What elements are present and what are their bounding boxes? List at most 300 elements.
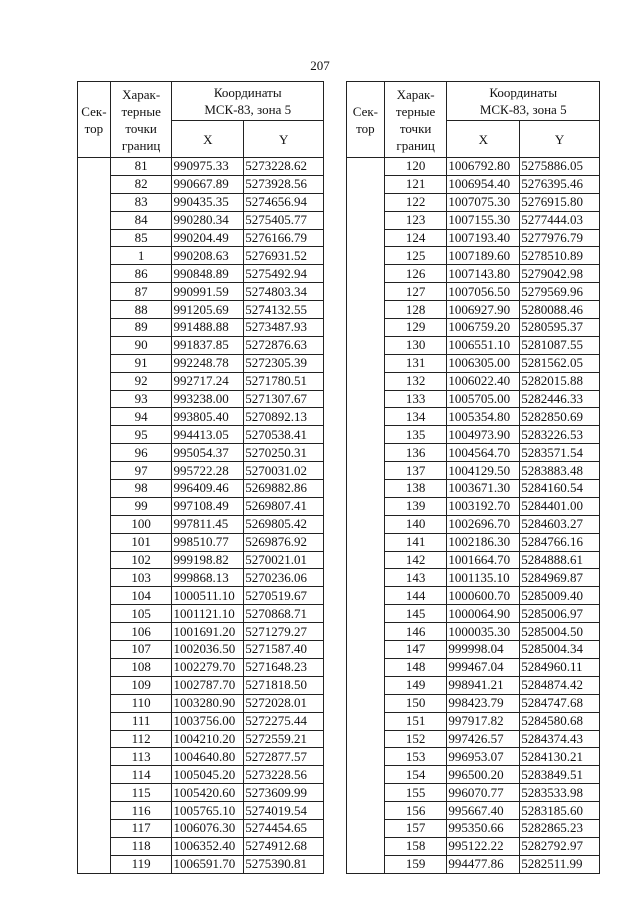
x-cell: 999198.82 [172,551,244,569]
x-cell: 1004210.20 [172,730,244,748]
x-cell: 1001135.10 [447,569,520,587]
header-coordinates: Координаты МСК-83, зона 5 [172,82,324,121]
table-row [78,444,324,462]
x-cell: 1001691.20 [172,623,244,641]
y-cell: 5280088.46 [520,301,600,319]
sector-cell [347,658,385,676]
table-row [347,301,600,319]
y-cell: 5281562.05 [520,354,600,372]
sector-cell [347,426,385,444]
y-cell: 5275390.81 [244,855,324,873]
point-cell: 91 [110,354,172,372]
y-cell: 5274454.65 [244,819,324,837]
y-cell: 5285009.40 [520,587,600,605]
x-cell: 996953.07 [447,748,520,766]
point-cell: 118 [110,837,172,855]
sector-cell [347,175,385,193]
y-cell: 5275405.77 [244,211,324,229]
y-cell: 5271587.40 [244,641,324,659]
x-cell: 1003192.70 [447,497,520,515]
x-cell: 1004564.70 [447,444,520,462]
x-cell: 1000035.30 [447,623,520,641]
header-sector: Сек- тор [78,82,111,158]
point-cell: 97 [110,462,172,480]
table-row [347,336,600,354]
y-cell: 5271780.51 [244,372,324,390]
sector-cell [347,390,385,408]
y-cell: 5284874.42 [520,676,600,694]
x-cell: 1005420.60 [172,784,244,802]
y-cell: 5269882.86 [244,480,324,498]
point-cell: 144 [384,587,447,605]
point-cell: 100 [110,515,172,533]
y-cell: 5285006.97 [520,605,600,623]
table-row [347,444,600,462]
point-cell: 93 [110,390,172,408]
sector-cell [347,301,385,319]
y-cell: 5273609.99 [244,784,324,802]
point-cell: 157 [384,819,447,837]
sector-cell [347,444,385,462]
point-cell: 88 [110,301,172,319]
x-cell: 992248.78 [172,354,244,372]
x-cell: 997811.45 [172,515,244,533]
sector-cell [347,569,385,587]
x-cell: 990208.63 [172,247,244,265]
sector-cell [78,408,111,426]
x-cell: 990991.59 [172,283,244,301]
x-cell: 1005354.80 [447,408,520,426]
table-row [347,802,600,820]
header-y: Y [244,121,324,158]
sector-cell [347,480,385,498]
sector-cell [78,193,111,211]
x-cell: 1006759.20 [447,319,520,337]
x-cell: 996500.20 [447,766,520,784]
table-body-left [78,158,324,874]
point-cell: 120 [384,158,447,176]
point-cell: 113 [110,748,172,766]
x-cell: 1000600.70 [447,587,520,605]
y-cell: 5273228.56 [244,766,324,784]
x-cell: 1005765.10 [172,802,244,820]
point-cell: 103 [110,569,172,587]
y-cell: 5271648.23 [244,658,324,676]
sector-cell [78,480,111,498]
y-cell: 5282792.97 [520,837,600,855]
x-cell: 998941.21 [447,676,520,694]
x-cell: 1007075.30 [447,193,520,211]
table-row [78,480,324,498]
sector-cell [347,641,385,659]
table-row [78,497,324,515]
sector-cell [78,247,111,265]
table-row [347,694,600,712]
x-cell: 1006551.10 [447,336,520,354]
table-row [78,587,324,605]
x-cell: 1003280.90 [172,694,244,712]
point-cell: 131 [384,354,447,372]
sector-cell [78,551,111,569]
x-cell: 1002279.70 [172,658,244,676]
point-cell: 119 [110,855,172,873]
point-cell: 128 [384,301,447,319]
point-cell: 85 [110,229,172,247]
x-cell: 990204.49 [172,229,244,247]
table-row [78,426,324,444]
x-cell: 1001664.70 [447,551,520,569]
x-cell: 1002696.70 [447,515,520,533]
point-cell: 136 [384,444,447,462]
point-cell: 82 [110,175,172,193]
sector-cell [347,694,385,712]
table-row [347,748,600,766]
point-cell: 95 [110,426,172,444]
y-cell: 5272275.44 [244,712,324,730]
y-cell: 5281087.55 [520,336,600,354]
table-row [347,641,600,659]
y-cell: 5270021.01 [244,551,324,569]
x-cell: 1000064.90 [447,605,520,623]
x-cell: 990280.34 [172,211,244,229]
table-row [78,390,324,408]
point-cell: 124 [384,229,447,247]
table-row [347,319,600,337]
y-cell: 5273928.56 [244,175,324,193]
y-cell: 5274132.55 [244,301,324,319]
point-cell: 117 [110,819,172,837]
y-cell: 5283185.60 [520,802,600,820]
table-row [347,551,600,569]
sector-cell [347,319,385,337]
y-cell: 5282865.23 [520,819,600,837]
x-cell: 997426.57 [447,730,520,748]
sector-cell [347,229,385,247]
point-cell: 114 [110,766,172,784]
x-cell: 990975.33 [172,158,244,176]
table-row [347,766,600,784]
y-cell: 5283849.51 [520,766,600,784]
y-cell: 5283226.53 [520,426,600,444]
y-cell: 5279569.96 [520,283,600,301]
table-row [78,319,324,337]
y-cell: 5284160.54 [520,480,600,498]
sector-cell [78,587,111,605]
x-cell: 996070.77 [447,784,520,802]
point-cell: 159 [384,855,447,873]
table-row [78,855,324,873]
x-cell: 1004973.90 [447,426,520,444]
x-cell: 993805.40 [172,408,244,426]
y-cell: 5270236.06 [244,569,324,587]
y-cell: 5284888.61 [520,551,600,569]
sector-cell [78,784,111,802]
point-cell: 123 [384,211,447,229]
point-cell: 112 [110,730,172,748]
sector-cell [347,802,385,820]
sector-cell [347,766,385,784]
x-cell: 1006076.30 [172,819,244,837]
table-row [78,569,324,587]
table-row [347,175,600,193]
sector-cell [78,265,111,283]
point-cell: 133 [384,390,447,408]
sector-cell [78,444,111,462]
table-row [78,658,324,676]
y-cell: 5284766.16 [520,533,600,551]
table-row [347,533,600,551]
sector-cell [78,837,111,855]
y-cell: 5274019.54 [244,802,324,820]
point-cell: 147 [384,641,447,659]
table-row [78,247,324,265]
point-cell: 109 [110,676,172,694]
y-cell: 5284603.27 [520,515,600,533]
point-cell: 125 [384,247,447,265]
table-row [347,193,600,211]
sector-cell [78,605,111,623]
x-cell: 993238.00 [172,390,244,408]
table-row [347,623,600,641]
point-cell: 139 [384,497,447,515]
x-cell: 998510.77 [172,533,244,551]
point-cell: 135 [384,426,447,444]
table-row [78,730,324,748]
point-cell: 105 [110,605,172,623]
y-cell: 5274656.94 [244,193,324,211]
table-row [347,390,600,408]
table-row [347,658,600,676]
x-cell: 1003671.30 [447,480,520,498]
sector-cell [78,390,111,408]
table-row [347,480,600,498]
table-row [78,641,324,659]
point-cell: 158 [384,837,447,855]
x-cell: 995350.66 [447,819,520,837]
y-cell: 5269805.42 [244,515,324,533]
x-cell: 1006792.80 [447,158,520,176]
point-cell: 1 [110,247,172,265]
header-x: X [172,121,244,158]
point-cell: 142 [384,551,447,569]
sector-cell [347,533,385,551]
sector-cell [78,730,111,748]
sector-cell [347,158,385,176]
y-cell: 5283883.48 [520,462,600,480]
x-cell: 998423.79 [447,694,520,712]
point-cell: 83 [110,193,172,211]
table-row [78,819,324,837]
y-cell: 5282511.99 [520,855,600,873]
y-cell: 5284401.00 [520,497,600,515]
point-cell: 87 [110,283,172,301]
coordinates-table-right [346,81,600,874]
x-cell: 991488.88 [172,319,244,337]
sector-cell [78,283,111,301]
table-row [347,229,600,247]
x-cell: 990435.35 [172,193,244,211]
x-cell: 1005045.20 [172,766,244,784]
point-cell: 140 [384,515,447,533]
sector-cell [347,784,385,802]
sector-cell [347,283,385,301]
y-cell: 5279042.98 [520,265,600,283]
point-cell: 132 [384,372,447,390]
table-row [78,283,324,301]
x-cell: 1006022.40 [447,372,520,390]
x-cell: 992717.24 [172,372,244,390]
y-cell: 5284130.21 [520,748,600,766]
point-cell: 81 [110,158,172,176]
point-cell: 96 [110,444,172,462]
header-points: Харак- терные точки границ [110,82,172,158]
y-cell: 5284374.43 [520,730,600,748]
sector-cell [347,462,385,480]
sector-cell [347,712,385,730]
table-row [78,694,324,712]
y-cell: 5269876.92 [244,533,324,551]
coordinates-table-left [77,81,324,874]
table-row [78,175,324,193]
y-cell: 5270250.31 [244,444,324,462]
sector-cell [78,301,111,319]
sector-cell [78,158,111,176]
y-cell: 5273487.93 [244,319,324,337]
x-cell: 1006352.40 [172,837,244,855]
x-cell: 995122.22 [447,837,520,855]
y-cell: 5270031.02 [244,462,324,480]
x-cell: 1007193.40 [447,229,520,247]
table-row [78,551,324,569]
point-cell: 150 [384,694,447,712]
sector-cell [347,623,385,641]
sector-cell [78,748,111,766]
table-row [78,354,324,372]
table-row [78,408,324,426]
y-cell: 5275492.94 [244,265,324,283]
sector-cell [347,819,385,837]
table-row [78,265,324,283]
table-row [347,819,600,837]
point-cell: 106 [110,623,172,641]
table-row [347,712,600,730]
sector-cell [78,819,111,837]
table-row [78,193,324,211]
y-cell: 5285004.34 [520,641,600,659]
point-cell: 92 [110,372,172,390]
table-row [78,676,324,694]
sector-cell [78,515,111,533]
page-number: 207 [310,58,330,73]
sector-cell [78,712,111,730]
table-row [347,265,600,283]
y-cell: 5282015.88 [520,372,600,390]
y-cell: 5276395.46 [520,175,600,193]
table-row [78,336,324,354]
y-cell: 5284747.68 [520,694,600,712]
x-cell: 991837.85 [172,336,244,354]
point-cell: 108 [110,658,172,676]
y-cell: 5272305.39 [244,354,324,372]
y-cell: 5272028.01 [244,694,324,712]
point-cell: 148 [384,658,447,676]
sector-cell [78,802,111,820]
y-cell: 5270519.67 [244,587,324,605]
y-cell: 5270868.71 [244,605,324,623]
table-row [347,247,600,265]
x-cell: 990848.89 [172,265,244,283]
x-cell: 1007155.30 [447,211,520,229]
sector-cell [78,694,111,712]
point-cell: 143 [384,569,447,587]
sector-cell [78,855,111,873]
sector-cell [347,676,385,694]
table-row [78,515,324,533]
x-cell: 995722.28 [172,462,244,480]
sector-cell [78,676,111,694]
point-cell: 130 [384,336,447,354]
sector-cell [347,372,385,390]
point-cell: 110 [110,694,172,712]
y-cell: 5276166.79 [244,229,324,247]
sector-cell [78,175,111,193]
y-cell: 5272559.21 [244,730,324,748]
point-cell: 89 [110,319,172,337]
table-body-right [347,158,600,874]
x-cell: 1005705.00 [447,390,520,408]
table-row [78,766,324,784]
y-cell: 5270538.41 [244,426,324,444]
x-cell: 999467.04 [447,658,520,676]
x-cell: 1007143.80 [447,265,520,283]
point-cell: 90 [110,336,172,354]
sector-cell [347,247,385,265]
x-cell: 999868.13 [172,569,244,587]
point-cell: 146 [384,623,447,641]
x-cell: 996409.46 [172,480,244,498]
y-cell: 5274803.34 [244,283,324,301]
x-cell: 994413.05 [172,426,244,444]
header-coordinates: Координаты МСК-83, зона 5 [447,82,600,121]
x-cell: 1006591.70 [172,855,244,873]
y-cell: 5270892.13 [244,408,324,426]
y-cell: 5272876.63 [244,336,324,354]
sector-cell [347,211,385,229]
x-cell: 1006927.90 [447,301,520,319]
sector-cell [78,569,111,587]
y-cell: 5280595.37 [520,319,600,337]
point-cell: 111 [110,712,172,730]
point-cell: 86 [110,265,172,283]
table-row [347,211,600,229]
point-cell: 122 [384,193,447,211]
x-cell: 1002186.30 [447,533,520,551]
point-cell: 126 [384,265,447,283]
table-row [347,605,600,623]
point-cell: 107 [110,641,172,659]
x-cell: 1002787.70 [172,676,244,694]
table-row [347,784,600,802]
x-cell: 1001121.10 [172,605,244,623]
point-cell: 149 [384,676,447,694]
table-row [347,587,600,605]
table-row [78,372,324,390]
point-cell: 121 [384,175,447,193]
sector-cell [347,748,385,766]
y-cell: 5276915.80 [520,193,600,211]
point-cell: 94 [110,408,172,426]
y-cell: 5276931.52 [244,247,324,265]
